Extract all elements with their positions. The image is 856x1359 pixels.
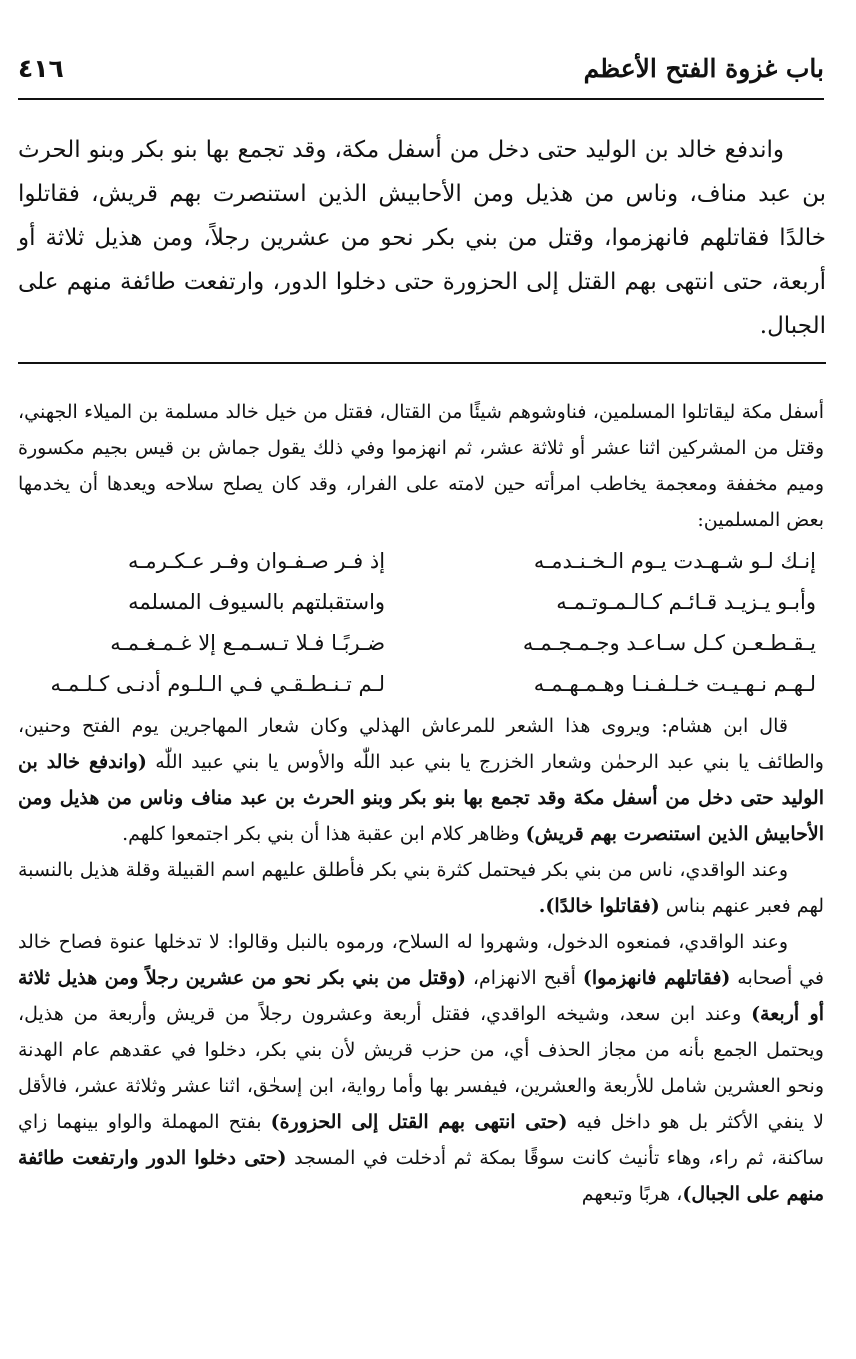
verse-second-half: إذ فـر صـفـوان وفـر عـكـرمـه bbox=[127, 549, 386, 573]
commentary-paragraph bbox=[18, 708, 824, 852]
commentary-text: وعند الواقدي، فمنعوه الدخول، وشهروا له السلاح، ورموه بالنبل وقالوا: لا تدخلها عنوة فصاح خالد في أصحابه bbox=[18, 931, 825, 989]
quoted-matn: (حتى انتهى بهم القتل إلى الحزورة) bbox=[270, 1111, 568, 1133]
commentary-paragraph bbox=[18, 852, 824, 924]
quoted-matn: (واندفع خالد بن الوليد حتى دخل من أسفل مكة وقد تجمع بها بنو بكر وبنو الحرث بن عبد مناف وناس من هذيل ومن الأحابيش الذين استنصرت بهم قريش) bbox=[18, 751, 824, 845]
verse-first-half: وأبـو يـزيـد قـائـم كـالـمـوتـمـه bbox=[556, 590, 816, 614]
commentary-paragraph: أسفل مكة ليقاتلوا المسلمين، فناوشوهم شيئًا من القتال، فقتل من خيل خالد مسلمة بن الميلاء الجهني، وقتل من المشركين اثنا عشر أو ثلاثة عشر، ثم انهزموا وفي ذلك يقول جماش بن قيس بجيم مكسورة وميم مخففة ومعجمة يخاطب امرأته حين لامته على الفرار، وقد كان يصلح سلاحه ويعدها أن يخدمها بعض المسلمين: bbox=[18, 401, 824, 531]
section-divider bbox=[18, 362, 826, 364]
commentary-text: وعند ابن سعد، وشيخه الواقدي، فقتل أربعة وعشرون رجلاً من قريش وأربعة من هذيل، ويحتمل الجمع بأنه من مجاز الحذف أي، من حزب قريش لأن بني بكر، دخلوا في عقدهم عام الهدنة ونحو العشرين شامل للأربعة والعشرين، فيفسر بها وأما رواية، ابن إسحٰق، اثنا عشر وثلاثة عشر، فالأقل لا ينفي الأكثر بل هو داخل فيه bbox=[18, 1003, 824, 1133]
chapter-title: باب غزوة الفتح الأعظم bbox=[583, 54, 824, 83]
verse-first-half: إنـك لـو شـهـدت يـوم الـخـنـدمـه bbox=[533, 549, 816, 573]
commentary-text: ، هربًا وتبعهم bbox=[581, 1183, 683, 1205]
poem-verse bbox=[18, 664, 824, 705]
quoted-matn: (فقاتلهم فانهزموا) bbox=[582, 967, 731, 989]
commentary-text: وظاهر كلام ابن عقبة هذا أن بني بكر اجتمعوا كلهم. bbox=[122, 823, 526, 845]
poem-verse bbox=[18, 541, 824, 582]
poem-verse bbox=[18, 623, 824, 664]
verse-first-half: لـهـم نـهـيـت خـلـفـنـا وهـمـهـمـه bbox=[533, 672, 816, 696]
page-header bbox=[18, 48, 824, 100]
poem-verse bbox=[18, 582, 824, 623]
commentary-text: وعند الواقدي، ناس من بني بكر فيحتمل كثرة بني بكر فأطلق عليهم اسم القبيلة وقلة هذيل بالنسبة لهم فعبر عنهم بناس bbox=[18, 859, 824, 917]
verse-second-half: ضـربًـا فـلا تـسـمـع إلا غـمـغـمـه bbox=[110, 631, 386, 655]
commentary bbox=[18, 394, 824, 1212]
commentary-text: بفتح المهملة والواو بينهما زاي ساكنة، ثم راء، وهاء تأنيث كانت سوقًا بمكة ثم أدخلت في المسجد bbox=[18, 1111, 824, 1169]
verse-second-half: واستقبلتهم بالسيوف المسلمه bbox=[128, 590, 386, 614]
poem bbox=[18, 541, 824, 705]
main-text: واندفع خالد بن الوليد حتى دخل من أسفل مكة، وقد تجمع بها بنو بكر وبنو الحرث بن عبد مناف، وناس من هذيل ومن الأحابيش الذين استنصرت بهم قريش، فقاتلوا خالدًا فقاتلهم فانهزموا، وقتل من بني بكر نحو من عشرين رجلاً، ومن هذيل ثلاثة أو أربعة، حتى انتهى بهم القتل إلى الحزورة حتى دخلوا الدور، وارتفعت طائفة منهم على الجبال. bbox=[18, 137, 826, 339]
quoted-matn: (حتى دخلوا الدور وارتفعت طائفة منهم على الجبال) bbox=[18, 1147, 824, 1205]
quoted-matn: (فقاتلوا خالدًا). bbox=[538, 895, 660, 917]
page-number: ٤١٦ bbox=[18, 54, 64, 83]
verse-second-half: لـم تـنـطـقـي فـي الـلـوم أدنـى كـلـمـه bbox=[50, 672, 386, 696]
commentary-paragraph bbox=[18, 924, 824, 1212]
commentary-text: أقبح الانهزام، bbox=[466, 967, 583, 989]
quoted-matn: (وقتل من بني بكر نحو من عشرين رجلاً ومن هذيل ثلاثة أو أربعة) bbox=[18, 967, 824, 1025]
verse-first-half: يـقـطـعـن كـل سـاعـد وجـمـجـمـه bbox=[522, 631, 816, 655]
commentary-text: قال ابن هشام: ويروى هذا الشعر للمرعاش الهذلي وكان شعار المهاجرين يوم الفتح وحنين، والطائف يا بني عبد الرحمٰن وشعار الخزرج يا بني عبد اللّٰه والأوس يا بني عبيد اللّٰه bbox=[18, 715, 824, 773]
